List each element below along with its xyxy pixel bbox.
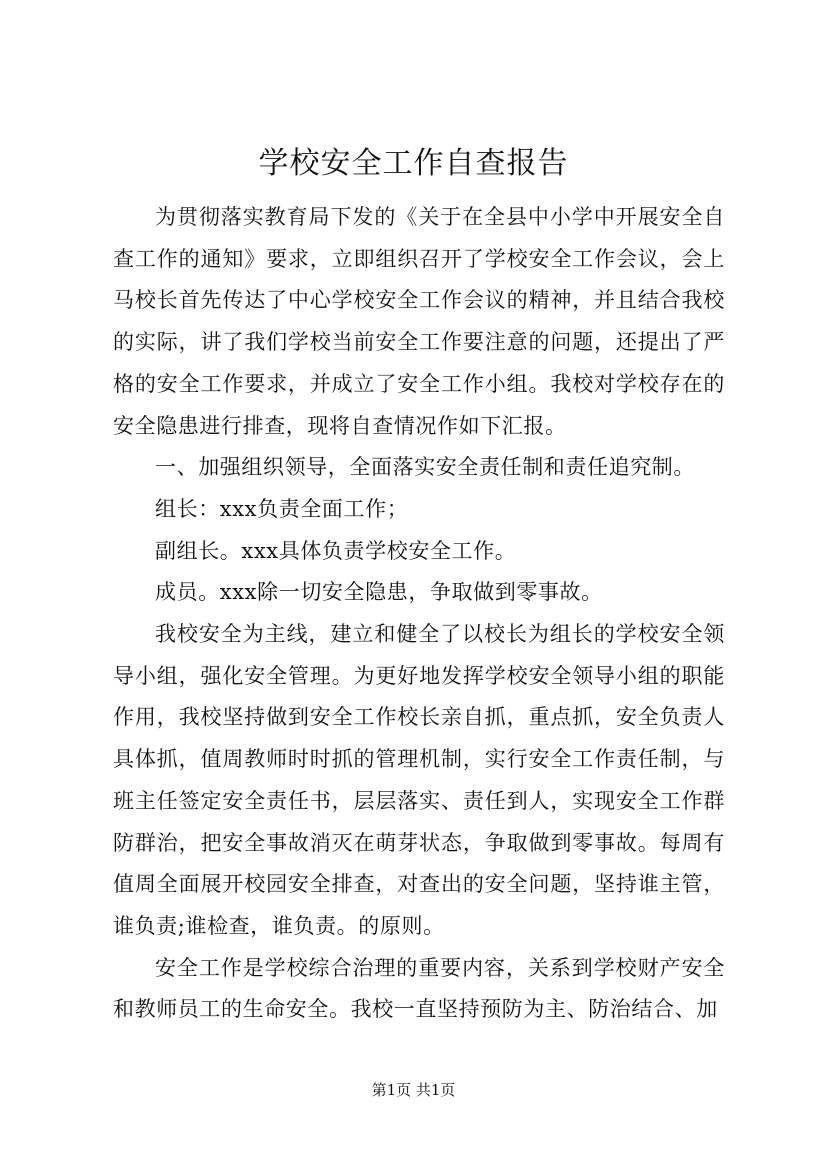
paragraph-members: 成员。xxx除一切安全隐患，争取做到零事故。 xyxy=(155,580,603,605)
paragraph-section-heading: 一、加强组织领导，全面落实安全责任制和责任追究制。 xyxy=(155,455,695,480)
paragraph-safety-management: 我校安全为主线，建立和健全了以校长为组长的学校安全领导小组，强化安全管理。为更好地发挥学校安全领导小组的职能作用，我校坚持做到安全工作校长亲自抓，重点抓，安全负责人具体抓，值周教师时时抓的管理机制，实行安全工作责任制，与班主任签定安全责任书，层层落实、责任到人，实现安全工作群防群治，把安全事故消灭在萌芽状态，争取做到零事故。每周有值周全面展开校园安全排查，对查出的安全问题，坚持谁主管，谁负责;谁检查，谁负责。的原则。 xyxy=(113,622,725,938)
paragraph-leader: 组长：xxx负责全面工作； xyxy=(155,496,409,521)
page-footer: 第1页 共1页 xyxy=(371,1081,456,1099)
paragraph-deputy-leader: 副组长。xxx具体负责学校安全工作。 xyxy=(155,538,517,563)
paragraph-intro: 为贯彻落实教育局下发的《关于在全县中小学中开展安全自查工作的通知》要求，立即组织召开了学校安全工作会议，会上马校长首先传达了中心学校安全工作会议的精神，并且结合我校的实际，讲了我们学校当前安全工作要注意的问题，还提出了严格的安全工作要求，并成立了安全工作小组。我校对学校存在的安全隐患进行排查，现将自查情况作如下汇报。 xyxy=(113,205,725,438)
document-title: 学校安全工作自查报告 xyxy=(258,146,569,181)
document-body xyxy=(113,197,725,1031)
paragraph-safety-importance: 安全工作是学校综合治理的重要内容，关系到学校财产安全和教师员工的生命安全。我校一直坚持预防为主、防治结合、加 xyxy=(113,955,725,1022)
